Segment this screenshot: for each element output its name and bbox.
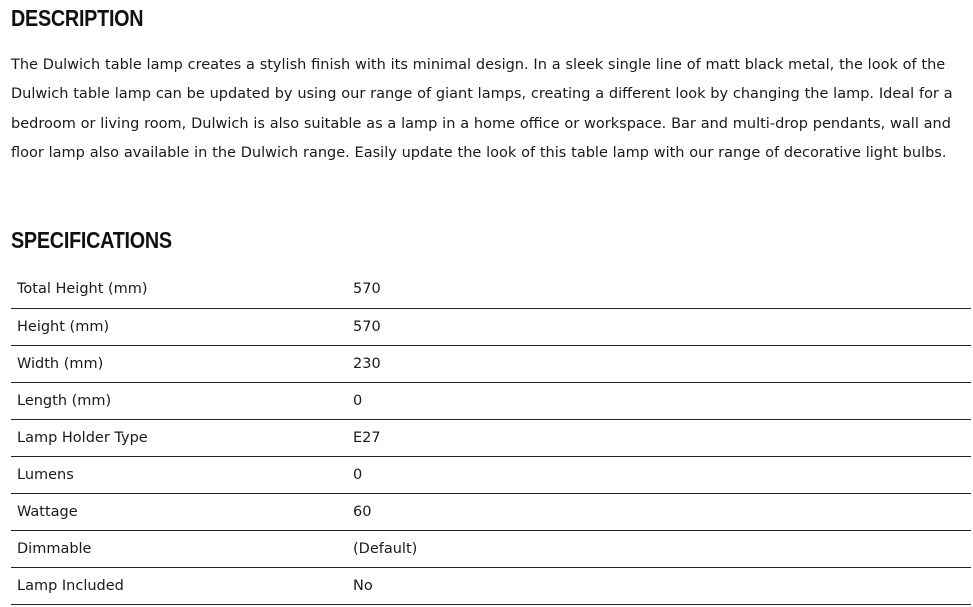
spec-label: Lamp Included bbox=[11, 567, 347, 604]
spec-row-height bbox=[11, 308, 971, 345]
spec-label: Length (mm) bbox=[11, 382, 347, 419]
specifications-table bbox=[11, 271, 971, 605]
spec-label: Wattage bbox=[11, 493, 347, 530]
spec-value: 0 bbox=[347, 456, 971, 493]
spec-row-wattage bbox=[11, 493, 971, 530]
spec-row-lumens bbox=[11, 456, 971, 493]
spec-label: Width (mm) bbox=[11, 345, 347, 382]
spec-row-dimmable bbox=[11, 530, 971, 567]
spec-label: Total Height (mm) bbox=[11, 271, 347, 308]
spec-row-lamp-included bbox=[11, 567, 971, 604]
spec-value: 230 bbox=[347, 345, 971, 382]
spec-label: Dimmable bbox=[11, 530, 347, 567]
spec-value: 60 bbox=[347, 493, 971, 530]
spec-row-lamp-holder-type bbox=[11, 419, 971, 456]
spec-value: E27 bbox=[347, 419, 971, 456]
spec-row-total-height bbox=[11, 271, 971, 308]
spec-value: No bbox=[347, 567, 971, 604]
spec-row-length bbox=[11, 382, 971, 419]
specifications-heading: SPECIFICATIONS bbox=[11, 227, 172, 253]
spec-row-width bbox=[11, 345, 971, 382]
spec-label: Height (mm) bbox=[11, 308, 347, 345]
spec-value: 0 bbox=[347, 382, 971, 419]
spec-value: 570 bbox=[347, 271, 971, 308]
spec-label: Lumens bbox=[11, 456, 347, 493]
description-heading: DESCRIPTION bbox=[11, 5, 144, 31]
spec-value: 570 bbox=[347, 308, 971, 345]
description-text: The Dulwich table lamp creates a stylish finish with its minimal design. In a sleek single line of matt black metal, the look of the Dulwich table lamp can be updated by using our range of giant lamps, creating a different look by changing the lamp. Ideal for a bedroom or living room, Dulwich is also suitable as a lamp in a home office or workspace. Bar and multi-drop pendants, wall and floor lamp also available in the Dulwich range. Easily update the look of this table lamp with our range of decorative light bulbs. bbox=[11, 57, 953, 161]
spec-value: (Default) bbox=[347, 530, 971, 567]
spec-label: Lamp Holder Type bbox=[11, 419, 347, 456]
